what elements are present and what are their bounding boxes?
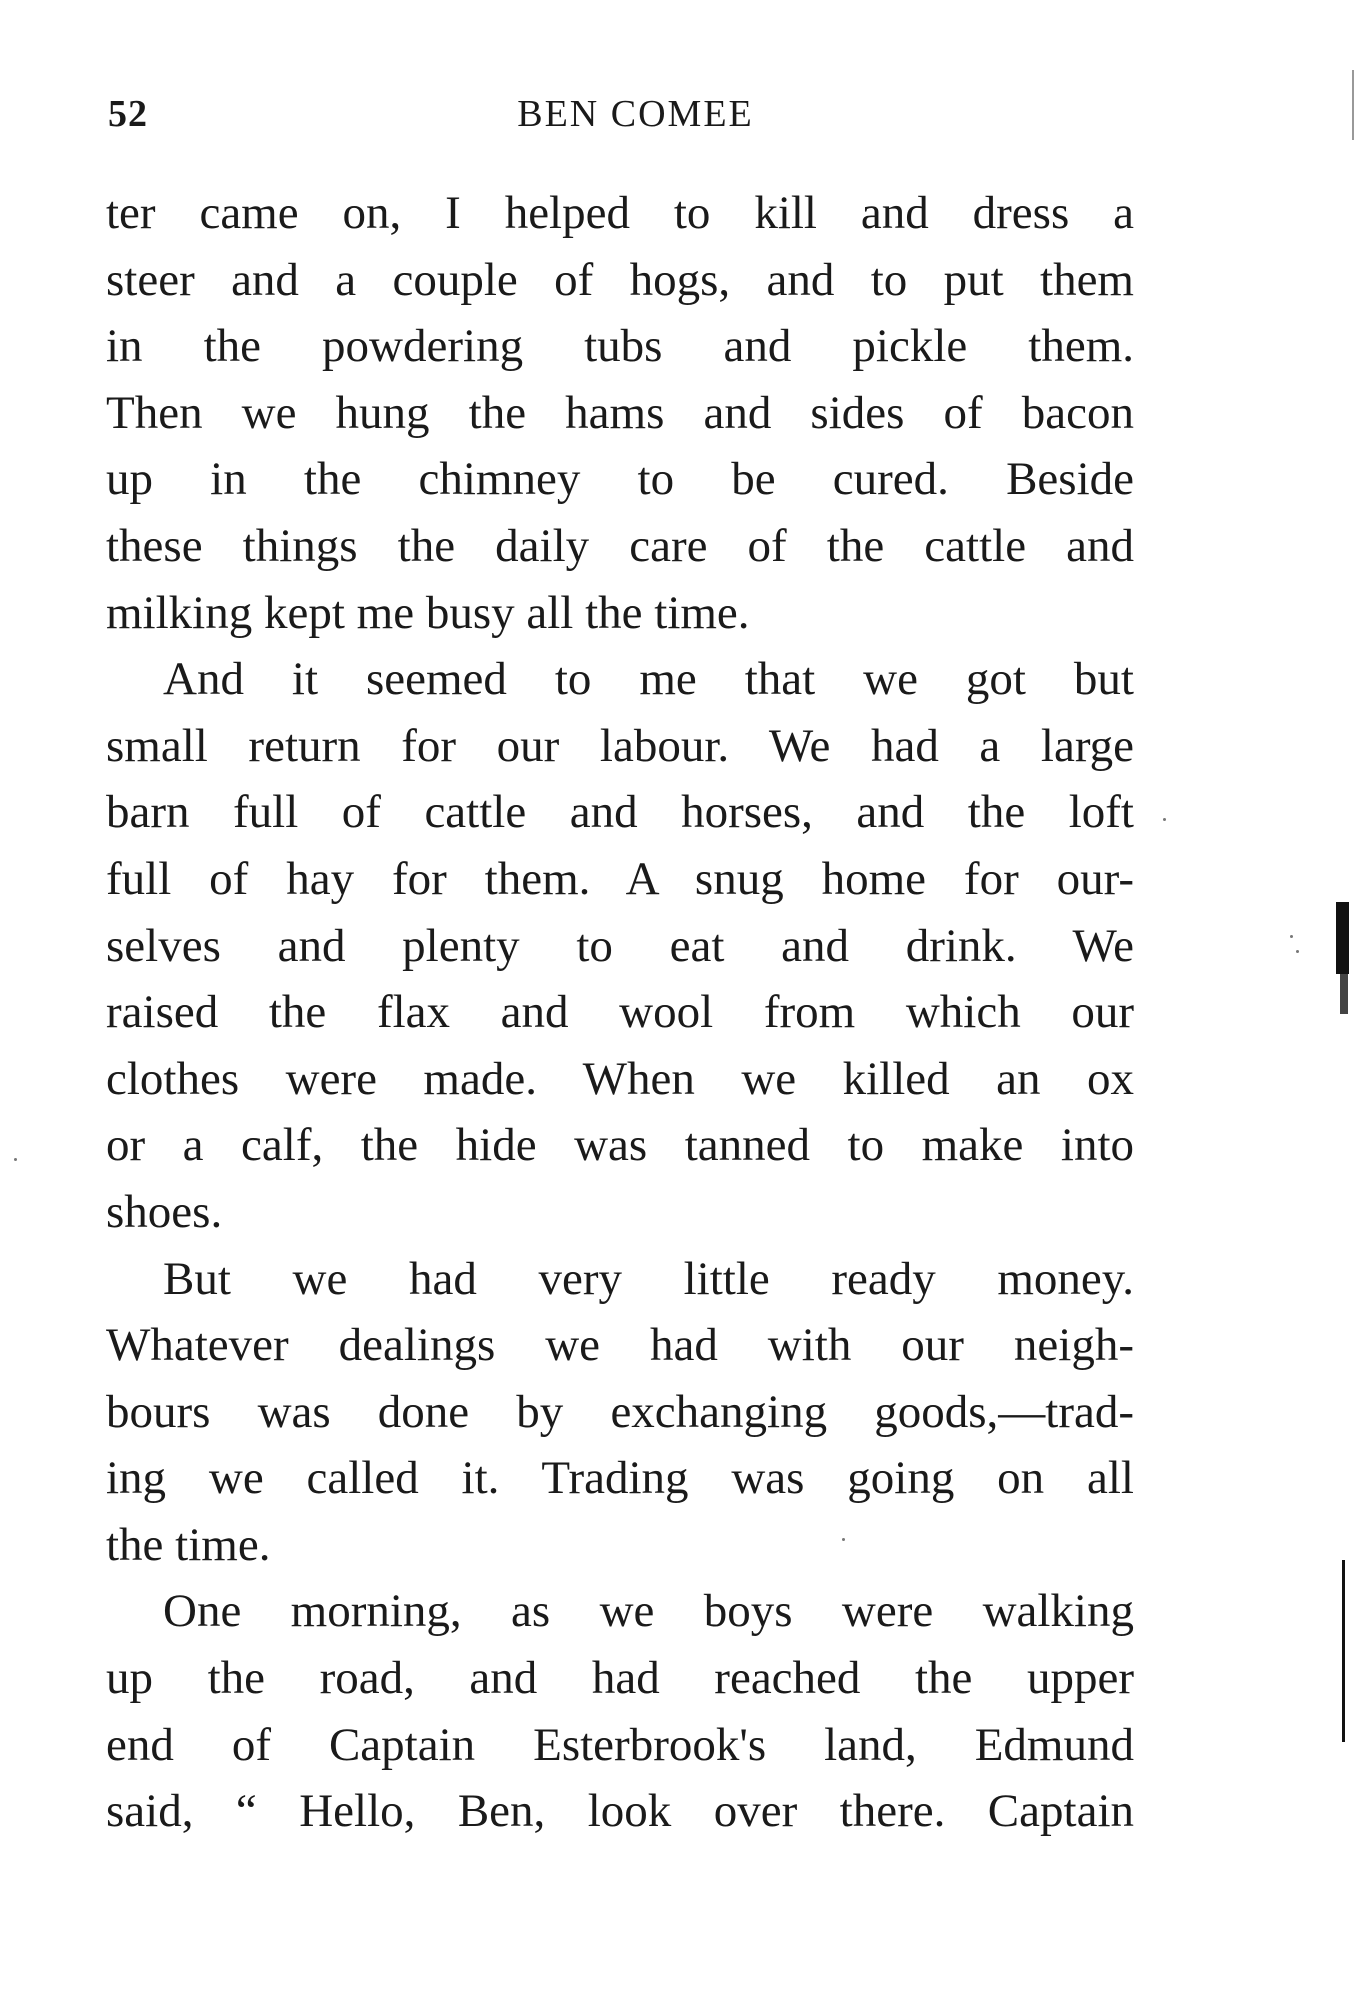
text-line: Then we hung the hams and sides of bacon	[106, 386, 1134, 439]
text-line: up the road, and had reached the upper	[106, 1652, 1134, 1705]
running-title: BEN COMEE	[517, 93, 754, 135]
text-line: or a calf, the hide was tanned to make into	[106, 1119, 1134, 1172]
text-line: ter came on, I helped to kill and dress a	[106, 187, 1134, 239]
text-line: bours was done by exchanging goods,—trad-	[106, 1385, 1134, 1438]
text-line: steer and a couple of hogs, and to put them	[106, 253, 1134, 306]
text-line: in the powdering tubs and pickle them.	[106, 320, 1134, 373]
text-line: Whatever dealings we had with our neigh-	[106, 1319, 1134, 1372]
text-line: the time.	[106, 1518, 271, 1571]
scan-speck	[1163, 818, 1166, 821]
text-line: shoes.	[106, 1185, 223, 1238]
text-line: full of hay for them. A snug home for our-	[106, 852, 1134, 905]
text-line: selves and plenty to eat and drink. We	[106, 919, 1134, 972]
text-line: end of Captain Esterbrook's land, Edmund	[106, 1718, 1134, 1771]
text-line: One morning, as we boys were walking	[163, 1585, 1134, 1638]
text-line: raised the flax and wool from which our	[106, 986, 1134, 1039]
text-line: said, “ Hello, Ben, look over there. Captain	[106, 1785, 1134, 1838]
scan-artifact	[1336, 902, 1349, 974]
scan-speck	[1296, 950, 1299, 953]
body-text	[106, 180, 1134, 1845]
text-line: clothes were made. When we killed an ox	[106, 1052, 1134, 1105]
text-line: But we had very little ready money.	[163, 1252, 1134, 1305]
scan-speck	[1290, 935, 1293, 938]
text-line: ing we called it. Trading was going on all	[106, 1452, 1134, 1505]
text-line: And it seemed to me that we got but	[163, 653, 1134, 706]
scan-artifact	[1342, 1560, 1345, 1742]
text-line: milking kept me busy all the time.	[106, 586, 750, 639]
text-line: these things the daily care of the cattle and	[106, 519, 1134, 572]
text-line: barn full of cattle and horses, and the loft	[106, 786, 1134, 839]
running-head	[108, 92, 1133, 142]
scan-speck	[14, 1158, 17, 1161]
text-line: small return for our labour. We had a large	[106, 719, 1134, 772]
scan-artifact	[1340, 974, 1348, 1014]
scan-artifact	[1352, 70, 1354, 140]
scan-speck	[842, 1538, 845, 1541]
page-number: 52	[108, 93, 148, 135]
text-line: up in the chimney to be cured. Beside	[106, 453, 1134, 506]
